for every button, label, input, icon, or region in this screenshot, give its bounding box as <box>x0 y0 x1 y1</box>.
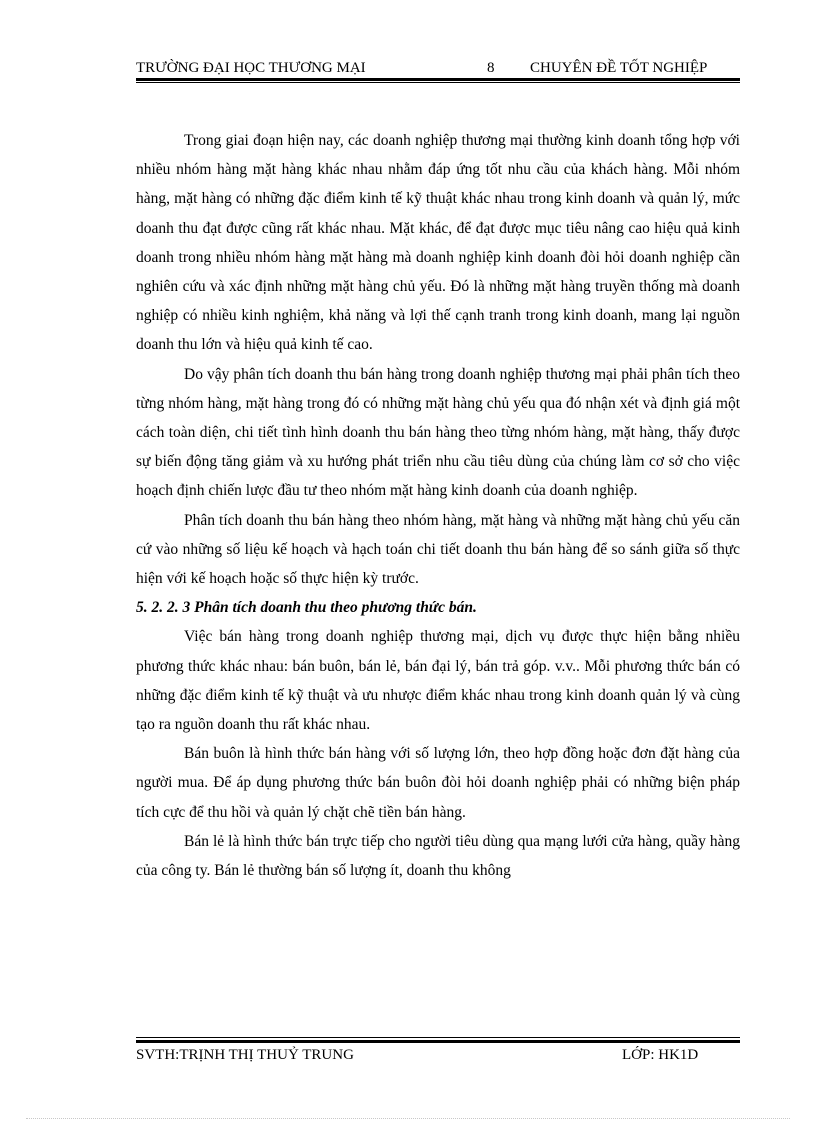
footer-class: LỚP: HK1D <box>622 1047 699 1063</box>
paragraph-1: Trong giai đoạn hiện nay, các doanh nghiệp thương mại thường kinh doanh tổng hợp với nhiều nhóm hàng mặt hàng khác nhau nhằm đáp ứng tốt nhu cầu của khách hàng. Mỗi nhóm hàng, mặt hàng có những đặc điểm kinh tế kỹ thuật khác nhau trong kinh doanh và quản lý, mức doanh thu đạt được cũng rất khác nhau. Mặt khác, để đạt được mục tiêu nâng cao hiệu quả kinh doanh trong nhiều nhóm hàng mặt hàng mà doanh nghiệp kinh doanh đòi hỏi doanh nghiệp cần nghiên cứu và xác định những mặt hàng chủ yếu. Đó là những mặt hàng truyền thống mà doanh nghiệp có nhiều kinh nghiệm, khả năng và lợi thế cạnh tranh trong kinh doanh, mang lại nguồn doanh thu lớn và hiệu quả kinh tế cao. <box>136 132 740 354</box>
paragraph-4: Việc bán hàng trong doanh nghiệp thương mại, dịch vụ được thực hiện bằng nhiều phương thức khác nhau: bán buôn, bán lẻ, bán đại lý, bán trả góp. v.v.. Mỗi phương thức bán có những đặc điểm kinh tế kỹ thuật và ưu nhược điểm khác nhau trong kinh doanh quản lý và cùng tạo ra nguồn doanh thu rất khác nhau. <box>136 628 740 734</box>
header-topic: CHUYÊN ĐỀ TỐT NGHIỆP <box>530 60 708 76</box>
header-rule-thin <box>136 82 740 83</box>
footer-rule-thick <box>136 1040 740 1043</box>
footer-student-name: SVTH:TRỊNH THỊ THUỶ TRUNG <box>136 1047 354 1063</box>
page-bottom-divider <box>26 1118 790 1119</box>
paragraph-5: Bán buôn là hình thức bán hàng với số lượng lớn, theo hợp đồng hoặc đơn đặt hàng của người mua. Để áp dụng phương thức bán buôn đòi hỏi doanh nghiệp phải có những biện pháp tích cực để thu hồi và quản lý chặt chẽ tiền bán hàng. <box>136 745 740 821</box>
header-school-name: TRƯỜNG ĐẠI HỌC THƯƠNG MẠI <box>136 60 366 76</box>
page-number: 8 <box>487 60 495 76</box>
page-header <box>136 57 740 79</box>
header-rule-thick <box>136 78 740 81</box>
paragraph-2: Do vậy phân tích doanh thu bán hàng trong doanh nghiệp thương mại phải phân tích theo từng nhóm hàng, mặt hàng trong đó có những mặt hàng chủ yếu qua đó nhận xét và định giá một cách toàn diện, chi tiết tình hình doanh thu bán hàng theo từng nhóm hàng, mặt hàng, thấy được sự biến động tăng giảm và xu hướng phát triển nhu cầu tiêu dùng của chúng làm cơ sở cho việc hoạch định chiến lược đầu tư theo nhóm mặt hàng kinh doanh của doanh nghiệp. <box>136 365 740 500</box>
footer-rule-thin <box>136 1037 740 1038</box>
section-heading: 5. 2. 2. 3 Phân tích doanh thu theo phương thức bán. <box>136 599 477 617</box>
paragraph-3: Phân tích doanh thu bán hàng theo nhóm hàng, mặt hàng và những mặt hàng chủ yếu căn cứ vào những số liệu kế hoạch và hạch toán chi tiết doanh thu bán hàng để so sánh giữa số thực hiện với kế hoạch hoặc số thực hiện kỳ trước. <box>136 511 740 588</box>
paragraph-6: Bán lẻ là hình thức bán trực tiếp cho người tiêu dùng qua mạng lưới cửa hàng, quầy hàng của công ty. Bán lẻ thường bán số lượng ít, doanh thu không <box>136 832 740 880</box>
document-body <box>136 126 740 885</box>
page-footer <box>136 1044 740 1066</box>
